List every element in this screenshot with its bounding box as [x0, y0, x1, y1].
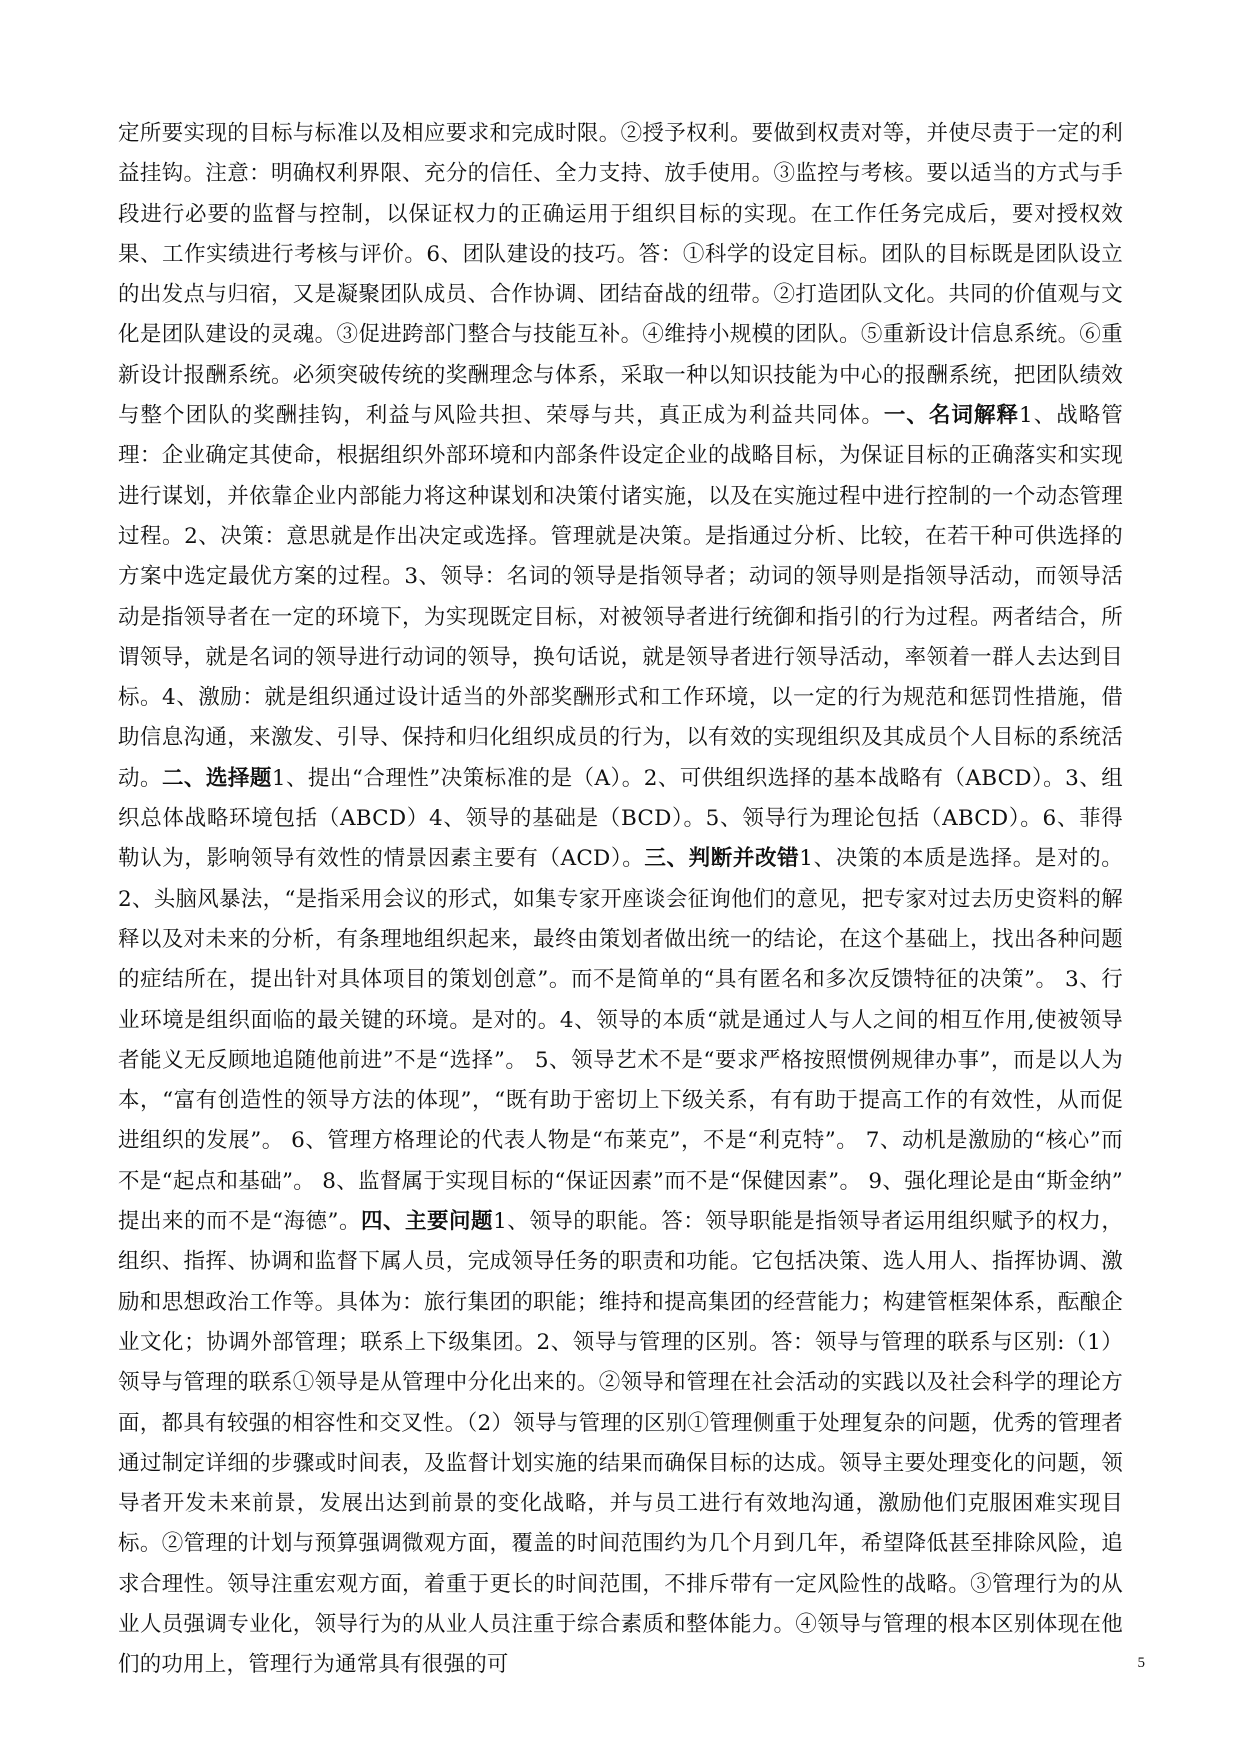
body-text-judgement: 1、决策的本质是选择。是对的。2、头脑风暴法，“是指采用会议的形式，如集专家开座谈会征询他们的意见，把专家对过去历史资料的解释以及对未来的分析，有条理地组织起来，最终由策划者做出统一的结论，在这个基础上，找出各种问题的症结所在，提出针对具体项目的策划创意”。而不是简单的“具有匿名和多次反馈特征的决策”。 3、行业环境是组织面临的最关键的环境。是对的。4、领导的本质“就是通过人与人之间的相互作用,使被领导者能义无反顾地追随他前进”不是“选择”。 5、领导艺术不是“要求严格按照惯例规律办事”，而是以人为本，“富有创造性的领导方法的体现”，“既有助于密切上下级关系，有有助于提高工作的有效性，从而促进组织的发展”。 6、管理方格理论的代表人物是“布莱克”，不是“利克特”。 7、动机是激励的“核心”而不是“起点和基础”。 8、监督属于实现目标的“保证因素”而不是“保健因素”。 9、强化理论是由“斯金纳” 提出来的而不是“海德”。 [118, 846, 1124, 1235]
body-text-intro: 定所要实现的目标与标准以及相应要求和完成时限。②授予权利。要做到权责对等，并使尽责于一定的利益挂钩。注意：明确权利界限、充分的信任、全力支持、放手使用。③监控与考核。要以适当的方式与手段进行必要的监督与控制，以保证权力的正确运用于组织目标的实现。在工作任务完成后，要对授权效果、工作实绩进行考核与评价。6、团队建设的技巧。答：①科学的设定目标。团队的目标既是团队设立的出发点与归宿，又是凝聚团队成员、合作协调、团结奋战的纽带。②打造团队文化。共同的价值观与文化是团队建设的灵魂。③促进跨部门整合与技能互补。④维持小规模的团队。⑤重新设计信息系统。⑥重新设计报酬系统。必须突破传统的奖酬理念与体系，采取一种以知识技能为中心的报酬系统，把团队绩效与整个团队的奖酬挂钩，利益与风险共担、荣辱与共，真正成为利益共同体。 [118, 121, 1123, 429]
section-heading-judgement: 三、判断并改错 [644, 846, 800, 872]
document-body [118, 114, 1123, 1686]
section-heading-questions: 四、主要问题 [361, 1209, 494, 1235]
section-heading-choice: 二、选择题 [161, 765, 272, 791]
body-text-choice: 1、提出“合理性”决策标准的是（A）。2、可供组织选择的基本战略有（ABCD）。3、组织总体战略环境包括（ABCD）4、领导的基础是（BCD）。5、领导行为理论包括（ABCD）。6、菲得勒认为，影响领导有效性的情景因素主要有（ACD）。 [118, 765, 1123, 872]
body-text-questions: 1、领导的职能。答：领导职能是指领导者运用组织赋予的权力，组织、指挥、协调和监督下属人员，完成领导任务的职责和功能。它包括决策、选人用人、指挥协调、激励和思想政治工作等。具体为：旅行集团的职能；维持和提高集团的经营能力；构建管框架体系，酝酿企业文化；协调外部管理；联系上下级集团。2、领导与管理的区别。答：领导与管理的联系与区别:（1）领导与管理的联系①领导是从管理中分化出来的。②领导和管理在社会活动的实践以及社会科学的理论方面，都具有较强的相容性和交叉性。（2）领导与管理的区别①管理侧重于处理复杂的问题，优秀的管理者通过制定详细的步骤或时间表，及监督计划实施的结果而确保目标的达成。领导主要处理变化的问题，领导者开发未来前景，发展出达到前景的变化战略，并与员工进行有效地沟通，激励他们克服困难实现目标。②管理的计划与预算强调微观方面，覆盖的时间范围约为几个月到几年，希望降低甚至排除风险，追求合理性。领导注重宏观方面，着重于更长的时间范围，不排斥带有一定风险性的战略。③管理行为的从业人员强调专业化，领导行为的从业人员注重于综合素质和整体能力。④领导与管理的根本区别体现在他们的功用上，管理行为通常具有很强的可 [118, 1209, 1124, 1678]
body-text-terms: 1、战略管理：企业确定其使命，根据组织外部环境和内部条件设定企业的战略目标，为保证目标的正确落实和实现进行谋划，并依靠企业内部能力将这种谋划和决策付诸实施，以及在实施过程中进行控制的一个动态管理过程。2、决策：意思就是作出决定或选择。管理就是决策。是指通过分析、比较，在若干种可供选择的方案中选定最优方案的过程。3、领导：名词的领导是指领导者；动词的领导则是指领导活动，而领导活动是指领导者在一定的环境下，为实现既定目标，对被领导者进行统御和指引的行为过程。两者结合，所谓领导，就是名词的领导进行动词的领导，换句话说，就是领导者进行领导活动，率领着一群人去达到目标。4、激励：就是组织通过设计适当的外部奖酬形式和工作环境，以一定的行为规范和惩罚性措施，借助信息沟通，来激发、引导、保持和归化组织成员的行为，以有效的实现组织及其成员个人目标的系统活动。 [118, 403, 1123, 791]
section-heading-terms: 一、名词解释 [883, 403, 1020, 429]
page-number: 5 [1137, 1655, 1145, 1671]
